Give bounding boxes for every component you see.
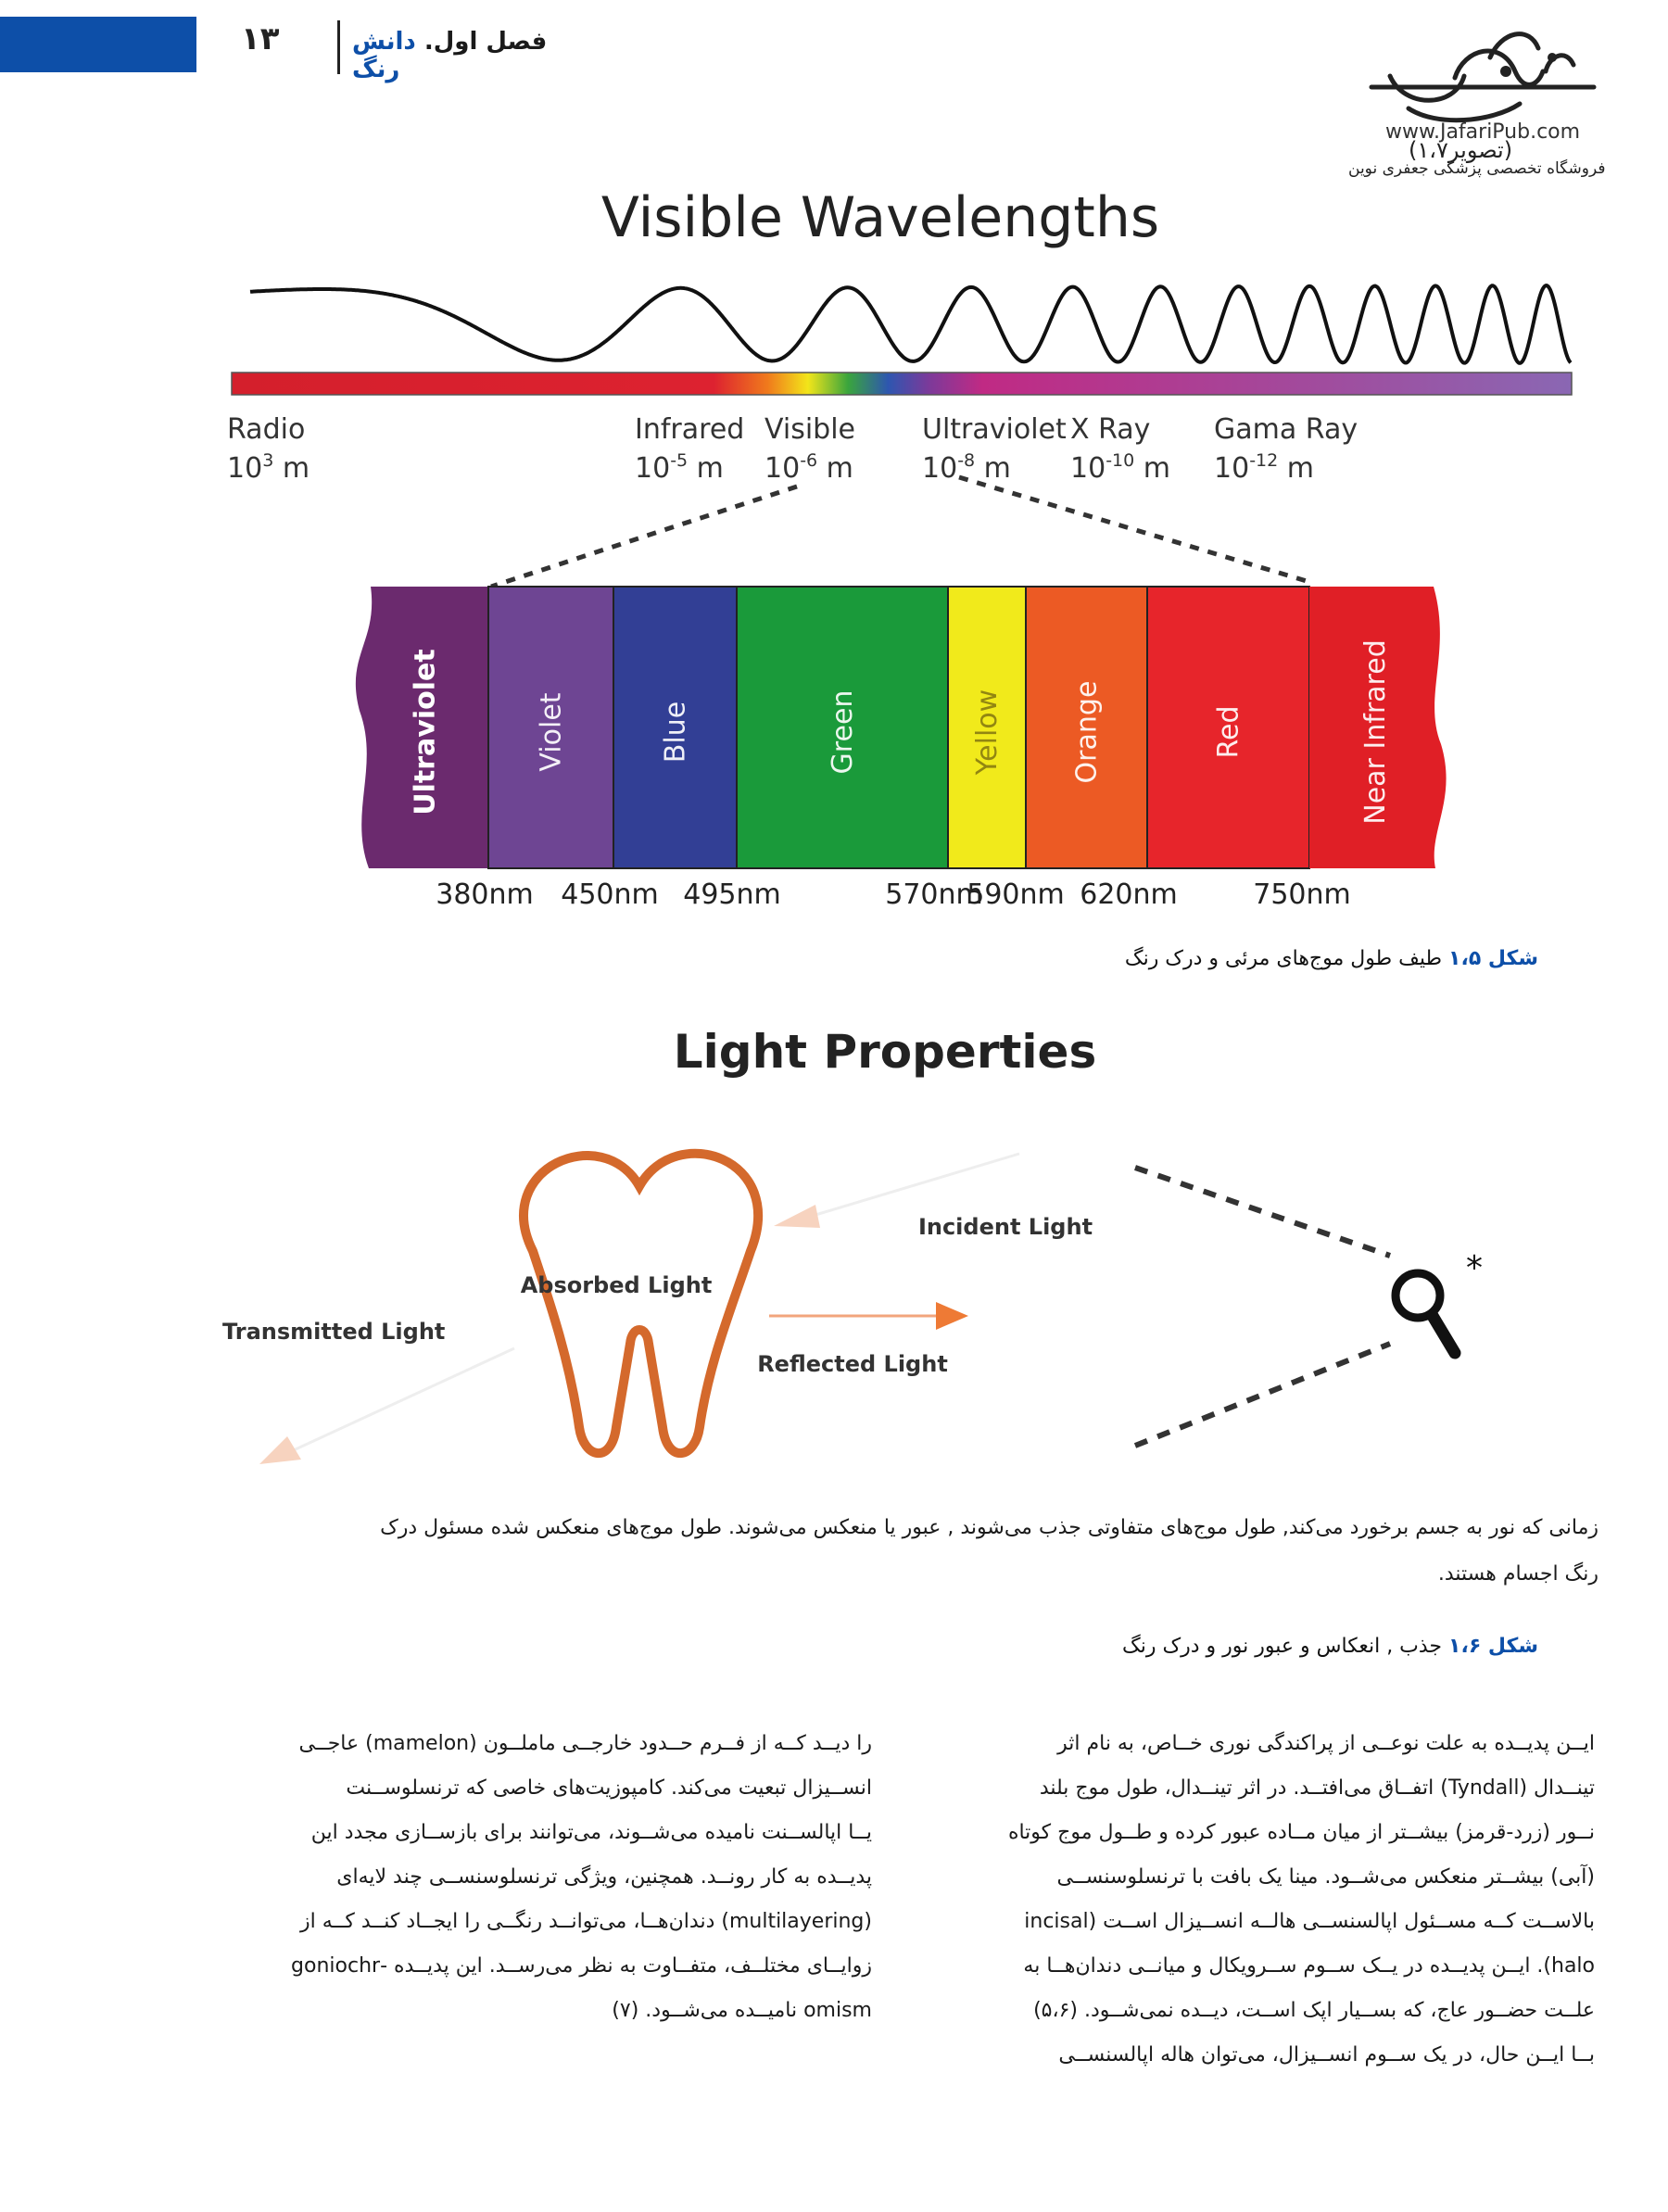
figure1-caption-text: طیف طول موج‌های مرئی و درک رنگ [1124,947,1443,970]
body-line: بالاســت کــه مســئول اپالسنســی هالــه انســیزال اســت (incisal [1024,1910,1595,1933]
wavelength-label: 495nm [683,878,781,911]
chapter-heading [352,28,565,83]
spectrum-label-value: $10^{-10}$ m [1070,450,1170,485]
wavelength-label: 750nm [1253,878,1351,911]
spectrum-labels [227,413,1358,485]
visible-wavelengths-figure [213,181,1622,941]
body-line: علــت حضــور عاج، که بســیار اپک اســت، دیــده نمی‌شــود. (۵،۶) [1033,1999,1595,2022]
wavelength-label: 590nm [967,878,1065,911]
spectrum-label-value: $10^{-12}$ m [1214,450,1314,485]
logo-caption: (تصویر۱،۷) [1409,137,1513,163]
wavelength-labels [436,878,1351,911]
view-line-bottom [1135,1344,1390,1446]
band-label: Orange [1070,680,1104,784]
spectrum-label-value: $10^{-6}$ m [764,450,853,485]
transmitted-light-label: Transmitted Light [222,1319,446,1345]
spectrum-label-name: Radio [227,413,306,446]
light-properties-figure [213,1029,1603,1483]
figure1-title: Visible Wavelengths [600,185,1160,250]
spectrum-label-value: $10^3$ m [227,450,310,485]
asterisk-mark: * [1466,1249,1483,1287]
right-column [931,1722,1595,2078]
band-label: Yellow [971,689,1004,776]
body-line: omism نامیــده می‌شــود. (۷) [612,1999,872,2022]
reflected-light-label: Reflected Light [757,1351,948,1377]
incident-light-line [788,1154,1019,1223]
body-line: زوایــای مختلــف، متفــاوت به نظر می‌رســد. این پدیــده -goniochr [291,1954,872,1978]
header-divider [337,20,340,74]
spectrum-label-value: $10^{-8}$ m [922,450,1011,485]
band-label: Blue [659,701,692,764]
body-line: halo). ایــن پدیــده در یــک ســوم ســرویکال و میانــی دندان‌هــا به [1023,1954,1595,1978]
absorbed-light-label: Absorbed Light [520,1272,713,1298]
view-line-top [1135,1168,1390,1256]
body-line: پدیــده به کار رونــد. همچنین، ویژگی ترنسلوسنســی چند لایه‌ای [336,1865,872,1889]
tooth-outline [524,1154,758,1453]
body-line: (multilayering) دندان‌هــا، می‌توانــد رنگــی را ایجــاد کنــد کــه از [299,1910,872,1933]
body-line: نــور (زرد-قرمز) بیشــتر از میان مــاده عبور کرده و طــول موج کوتاه [1007,1821,1595,1844]
spectrum-label-value: $10^{-5}$ m [635,450,724,485]
logo-url: www.JafariPub.com [1385,120,1581,144]
body-line: یــا اپالســنت نامیده می‌شــوند، می‌توانند برای بازســازی مجدد این [310,1821,872,1844]
body-line: انســیزال تبعیت می‌کند. کامپوزیت‌های خاصی که ترنسلوســنت [346,1776,872,1800]
wavelength-label: 450nm [561,878,659,911]
band-label: Near Infrared [1359,639,1392,825]
body-line: بــا ایــن حال، در یک ســوم انســیزال، می‌توان هاله اپالسنســی [1058,2043,1595,2067]
figure2-description [236,1505,1598,1598]
zoom-line-left [491,487,797,587]
left-column [208,1722,872,2033]
spectrum-label-name: Infrared [635,413,745,446]
reflected-arrowhead [936,1302,968,1330]
chapter-title: دانش رنگ [352,28,416,83]
body-line: ایــن پدیــده به علت نوعــی از پراکندگی نوری خــاص، به نام اثر [1057,1732,1595,1755]
visible-bands [356,587,1447,868]
spectrum-label-name: Ultraviolet [922,413,1067,446]
transmitted-light-line [273,1348,514,1460]
figure1-caption-number: شکل ۱،۵ [1448,947,1538,970]
figure2-caption [945,1635,1538,1658]
wavelength-label: 620nm [1080,878,1178,911]
incident-arrowhead [774,1205,820,1228]
spectrum-label-name: Gama Ray [1214,413,1358,446]
spectrum-label-name: X Ray [1070,413,1151,446]
band-label: Green [827,689,859,775]
band-label: Violet [535,692,568,772]
chapter-label: فصل اول. [423,28,548,56]
logo-store-name: فروشگاه تخصصی پزشکی جعفری نوین [1348,159,1606,178]
body-line: تینــدال (Tyndall) اتفــاق می‌افتــد. در اثر تینــدال، طول موج بلند [1039,1776,1595,1800]
wavelength-label: 570nm [885,878,983,911]
spectrum-label-name: Visible [764,413,855,446]
transmitted-arrowhead [259,1436,301,1464]
figure2-description-line1: زمانی که نور به جسم برخورد می‌کند, طول موج‌های متفاوتی جذب می‌شوند , عبور یا منعکس می‌شوند. طول موج‌های منعکس شده مسئول درک [380,1516,1598,1539]
wave-line [250,285,1571,363]
wavelength-label: 380nm [436,878,534,911]
band-label: Ultraviolet [409,649,442,815]
figure1-caption [992,947,1538,970]
figure2-caption-text: جذب , انعکاس و عبور نور و درک رنگ [1122,1635,1443,1658]
body-line: (آبی) بیشــتر منعکس می‌شــود. مینا یک بافت با ترنسلوسنســی [1056,1865,1595,1889]
band-label: Red [1212,705,1245,759]
incident-light-label: Incident Light [917,1214,1093,1240]
zoom-line-right [959,477,1307,581]
magnifier-icon [1396,1273,1455,1353]
spectrum-bar [232,373,1572,395]
figure2-title: Light Properties [673,1029,1097,1079]
body-line: را دیــد کــه از فــرم حــدود خارجــی ماملــون (mamelon) عاجــی [298,1732,872,1755]
figure2-description-line2: رنگ اجسام هستند. [1437,1562,1598,1586]
page-number: ۱۳ [241,20,280,57]
figure2-caption-number: شکل ۱،۶ [1448,1635,1538,1658]
header-color-bar [0,17,196,72]
